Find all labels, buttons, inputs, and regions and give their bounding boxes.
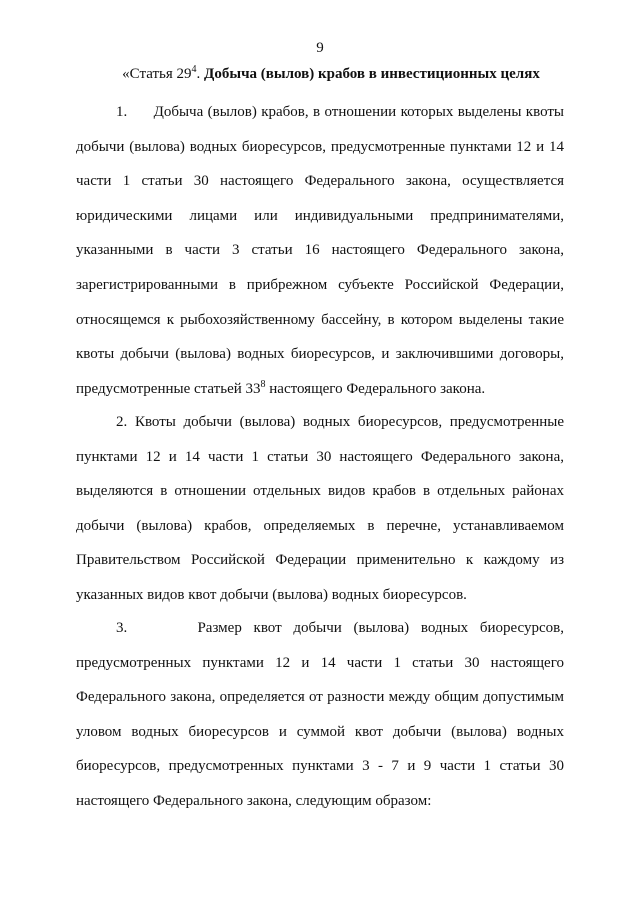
paragraph-2 bbox=[76, 405, 564, 613]
paragraph-3 bbox=[76, 611, 564, 819]
paragraph-number: 2. bbox=[116, 414, 128, 430]
paragraph-text: Размер квот добычи (вылова) водных биоресурсов, предусмотренных пунктами 12 и 14 части 1 статьи 30 настоящего Федерального закона, определяется от разности между общим допустимым уловом водных биоресурсов и суммой квот добычи (вылова) водных биоресурсов, предусмотренных пунктами 3 - 7 и 9 части 1 статьи 30 настоящего Федерального закона, следующим образом: bbox=[76, 620, 564, 809]
paragraph-text: Квоты добычи (вылова) водных биоресурсов, предусмотренные пунктами 12 и 14 части 1 статьи 30 настоящего Федерального закона, выделяются в отношении отдельных видов крабов в отдельных районах добычи (вылова) крабов, определяемых в перечне, устанавливаемом Правительством Российской Федерации применительно к каждому из указанных видов квот добычи (вылова) водных биоресурсов. bbox=[76, 414, 565, 603]
article-heading bbox=[76, 66, 586, 83]
article-dot: . bbox=[196, 66, 205, 82]
paragraph-text-end: настоящего Федерального закона. bbox=[265, 380, 486, 397]
paragraph-1 bbox=[76, 95, 564, 406]
article-title: Добыча (вылов) крабов в инвестиционных целях bbox=[204, 66, 540, 82]
article-superscript: 4 bbox=[191, 64, 197, 75]
page-number: 9 bbox=[316, 40, 324, 56]
paragraph-superscript: 8 bbox=[260, 378, 266, 390]
paragraph-number: 1. bbox=[116, 104, 128, 120]
paragraph-text: Добыча (вылов) крабов, в отношении которых выделены квоты добычи (вылова) водных биоресурсов, предусмотренные пунктами 12 и 14 части 1 статьи 30 настоящего Федерального закона, осуществляется юридическими лицами или индивидуальными предпринимателями, указанными в части 3 статьи 16 настоящего Федерального закона, зарегистрированными в прибрежном субъекте Российской Федерации, относящемся к рыбохозяйственному бассейну, в котором выделены такие квоты добычи (вылова) водных биоресурсов, и заключившими договоры, предусмотренные статьей 33 bbox=[76, 104, 565, 397]
article-prefix: «Статья 29 bbox=[122, 66, 192, 82]
paragraph-number: 3. bbox=[116, 620, 128, 636]
